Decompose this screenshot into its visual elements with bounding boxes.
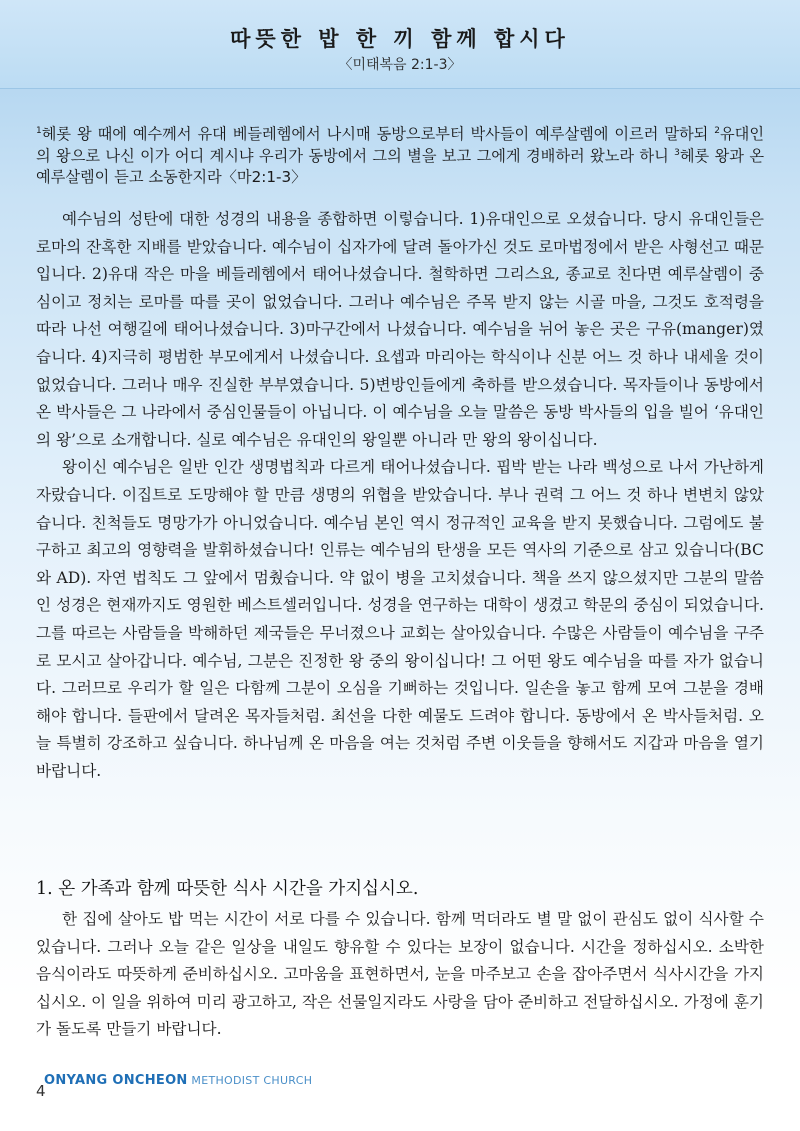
section-body: [36, 906, 764, 1044]
scripture-reference: 〈미태복음 2:1-3〉: [338, 57, 462, 73]
sermon-body: [36, 206, 764, 785]
page-title: 따뜻한 밥 한 끼 함께 합시다: [230, 27, 570, 51]
scripture-passage: [36, 124, 764, 189]
verse-text: 유대인의 왕으로 나신 이가 어디 계시냐 우리가 동방에서 그의 별을 보고 그에게 경배하러 왔노라 하니: [36, 125, 764, 165]
church-name: ONYANG ONCHEON: [44, 1073, 188, 1088]
paragraph: 왕이신 예수님은 일반 인간 생명법칙과 다르게 태어나셨습니다. 핍박 받는 나라 백성으로 나서 가난하게 자랐습니다. 이집트로 도망해야 할 만큼 생명의 위협을 받았습니다. 부나 권력 그 어느 것 하나 변변치 않았습니다. 친척들도 명망가가 아니었습니다. 예수님 본인 역시 정규적인 교육을 받지 못했습니다. 그럼에도 불구하고 최고의 영향력을 발휘하셨습니다! 인류는 예수님의 탄생을 모든 역사의 기준으로 삼고 있습니다(BC와 AD). 자연 법칙도 그 앞에서 멈췄습니다. 약 없이 병을 고치셨습니다. 책을 쓰지 않으셨지만 그분의 말씀인 성경은 현재까지도 영원한 베스트셀러입니다. 성경을 연구하는 대학이 생겼고 학문의 중심이 되었습니다. 그를 따르는 사람들을 박해하던 제국들은 무너졌으나 교회는 살아있습니다. 수많은 사람들이 예수님을 구주로 모시고 살아갑니다. 예수님, 그분은 진정한 왕 중의 왕이십니다! 그 어떤 왕도 예수님을 따를 자가 없습니다. 그러므로 우리가 할 일은 다함께 그분이 오심을 기뻐하는 것입니다. 일손을 놓고 함께 모여 그분을 경배해야 합니다. 들판에서 달려온 목자들처럼. 최선을 다한 예물도 드려야 합니다. 동방에서 온 박사들처럼. 오늘 특별히 강조하고 싶습니다. 하나님께 온 마음을 여는 것처럼 주변 이웃들을 향해서도 지갑과 마음을 열기 바랍니다.: [36, 458, 764, 780]
paragraph: 한 집에 살아도 밥 먹는 시간이 서로 다를 수 있습니다. 함께 먹더라도 별 말 없이 관심도 없이 식사할 수 있습니다. 그러나 오늘 같은 일상을 내일도 향유할 수 있다는 보장이 없습니다. 시간을 정하십시오. 소박한 음식이라도 따뜻하게 준비하십시오. 고마움을 표현하면서, 눈을 마주보고 손을 잡아주면서 식사시간을 가지십시오. 이 일을 위하여 미리 광고하고, 작은 선물일지라도 사랑을 담아 준비하고 전달하십시오. 가정에 훈기가 돌도록 만들기 바랍니다.: [36, 910, 764, 1039]
paragraph: 예수님의 성탄에 대한 성경의 내용을 종합하면 이렇습니다. 1)유대인으로 오셨습니다. 당시 유대인들은 로마의 잔혹한 지배를 받았습니다. 예수님이 십자가에 달려 돌아가신 것도 로마법정에서 받은 사형선고 때문입니다. 2)유대 작은 마을 베들레헴에서 태어나셨습니다. 철학하면 그리스요, 종교로 친다면 예루살렘이 중심이고 정치는 로마를 따를 곳이 없었습니다. 그러나 예수님은 주목 받지 않는 시골 마을, 그것도 호적령을 따라 나선 여행길에 태어나셨습니다. 3)마구간에서 나셨습니다. 예수님을 뉘어 놓은 곳은 구유(manger)였습니다. 4)지극히 평범한 부모에게서 나셨습니다. 요셉과 마리아는 학식이나 신분 어느 것 하나 내세울 것이 없었습니다. 그러나 매우 진실한 부부였습니다. 5)변방인들에게 축하를 받으셨습니다. 목자들이나 동방에서 온 박사들은 그 나라에서 중심인물들이 아닙니다. 이 예수님을 오늘 말씀은 동방 박사들의 입을 빌어 ‘유대인의 왕’으로 소개합니다. 실로 예수님은 유대인의 왕일뿐 아니라 만 왕의 왕이십니다.: [36, 210, 764, 449]
verse-text: 헤롯 왕 때에 예수께서 유대 베들레헴에서 나시매 동방으로부터 박사들이 예루살렘에 이르러 말하되: [41, 125, 715, 143]
section-heading: 1. 온 가족과 함께 따뜻한 식사 시간을 가지십시오.: [36, 879, 419, 899]
church-logo: [44, 1073, 312, 1088]
verse-text: 헤롯 왕과 온 예루살렘이 듣고 소동한지라〈마2:1-3〉: [36, 146, 764, 186]
verse-number: 3: [674, 147, 680, 158]
page-number: 4: [36, 1082, 46, 1100]
church-subtitle: METHODIST CHURCH: [191, 1074, 313, 1087]
verse-number: 2: [714, 126, 720, 136]
verse-number: 1: [36, 126, 42, 136]
page-header: [0, 0, 800, 89]
